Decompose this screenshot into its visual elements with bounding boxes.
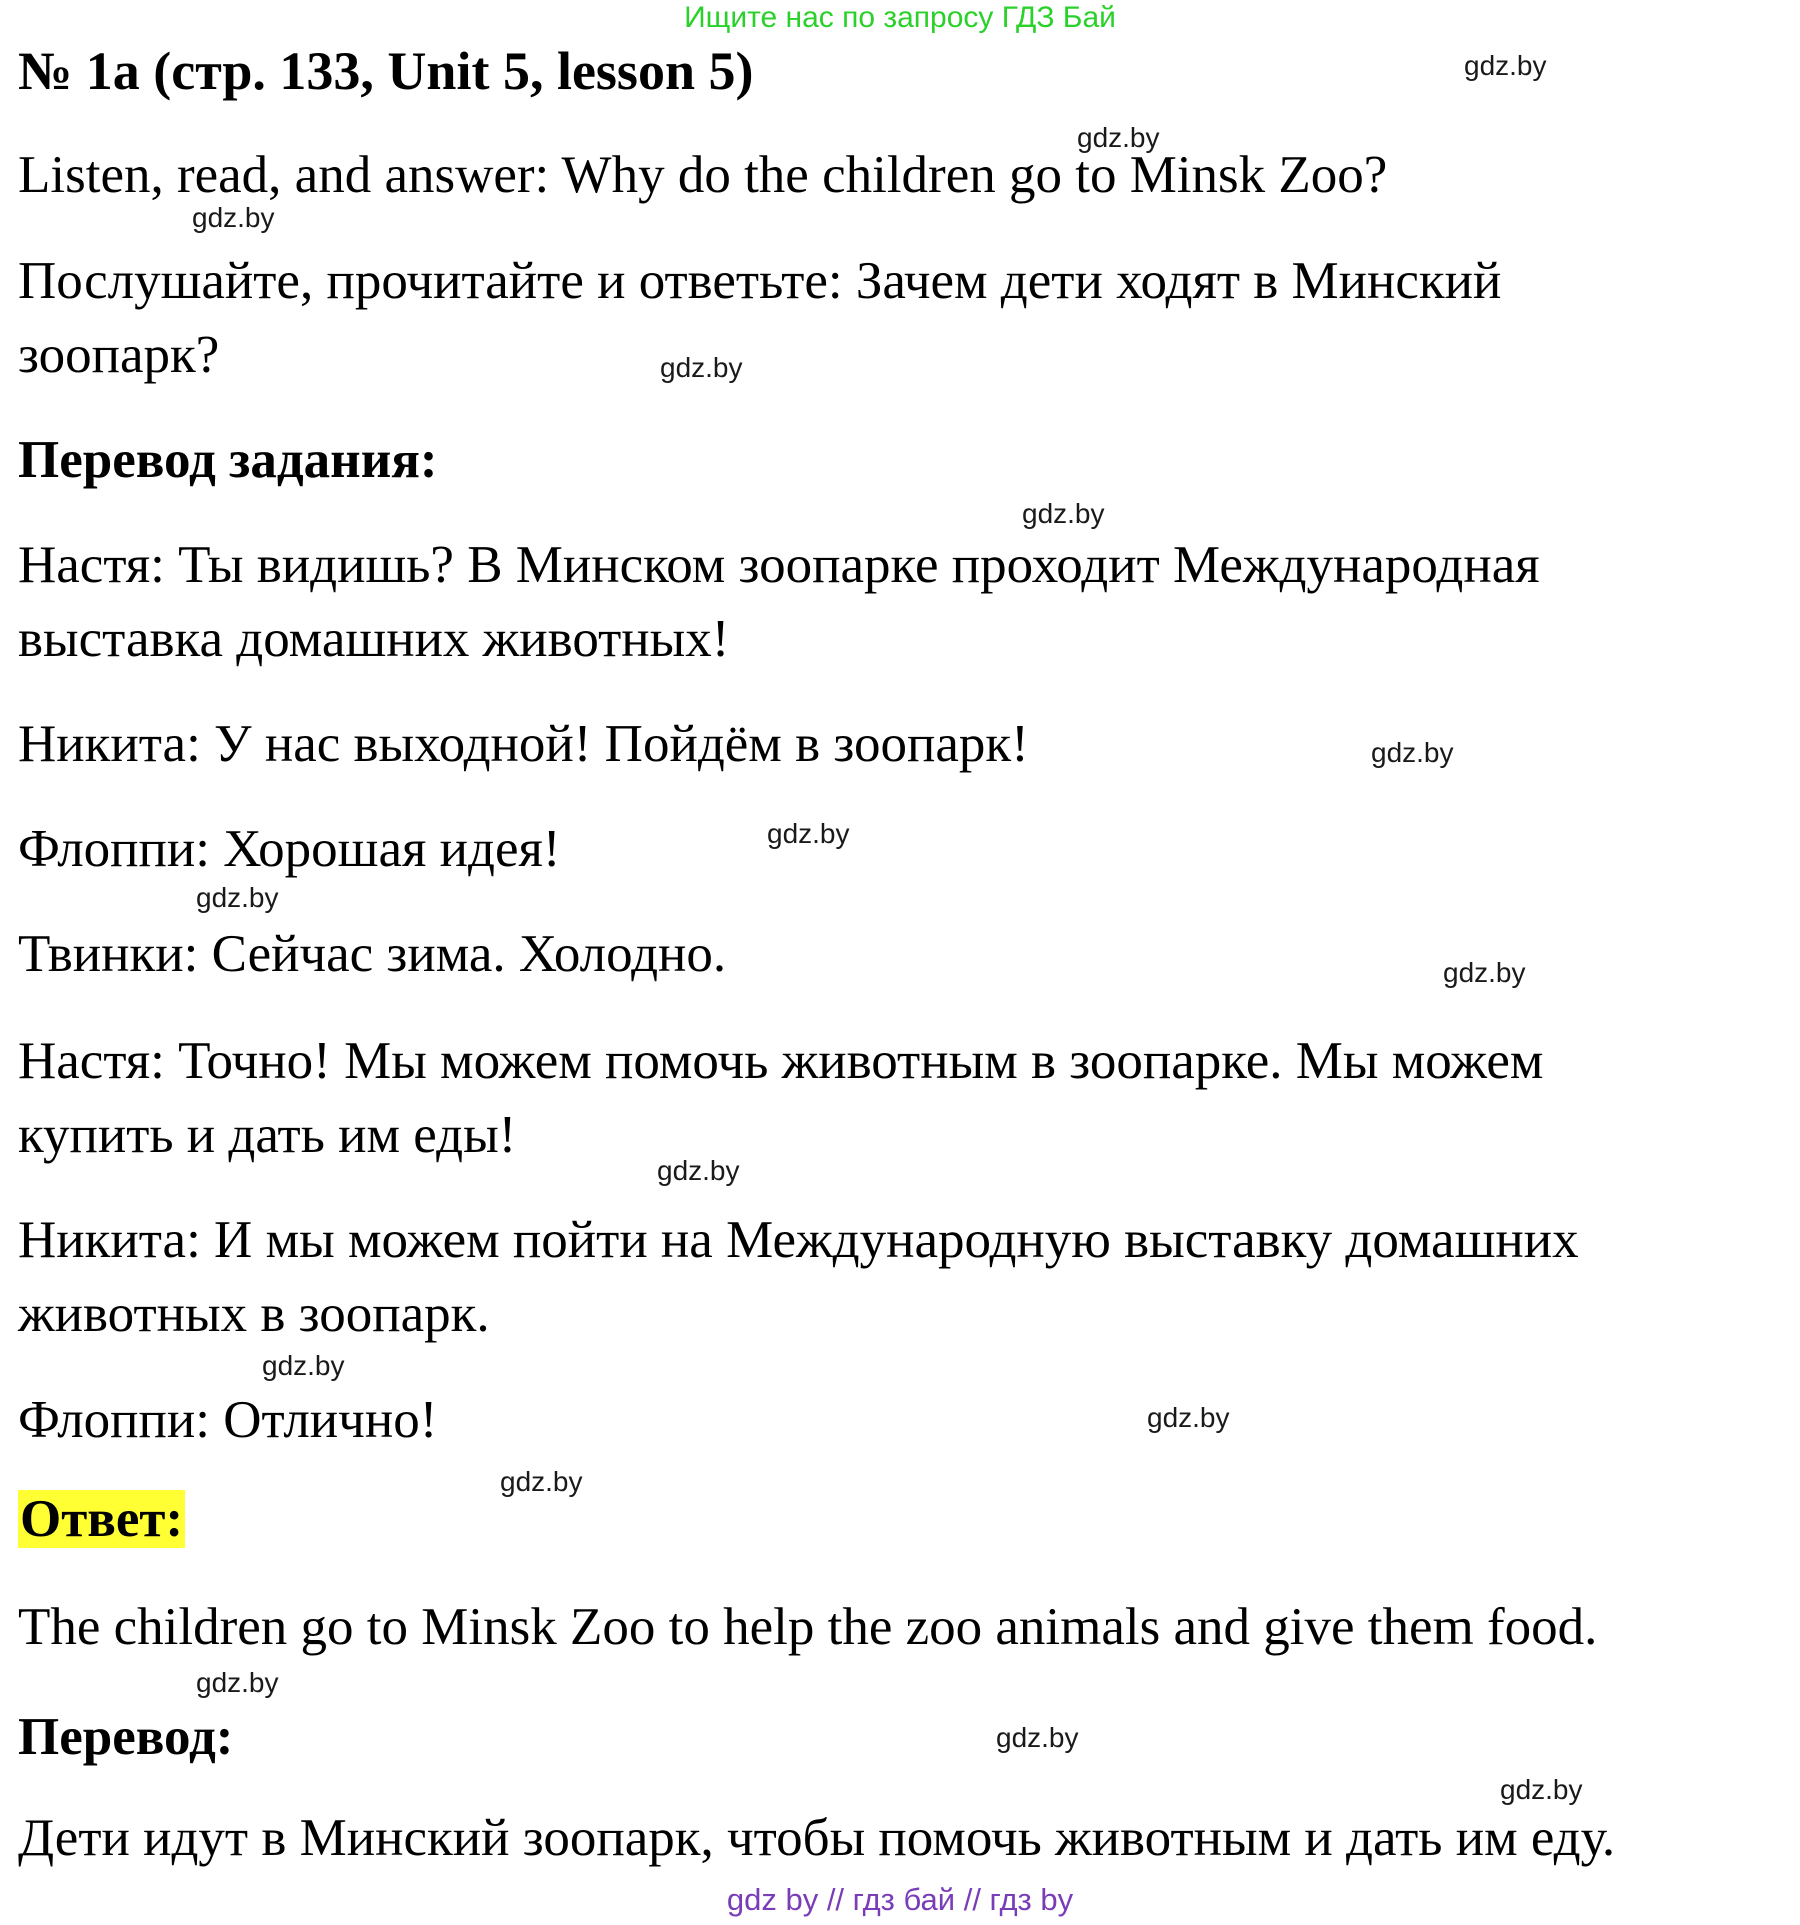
- watermark: gdz.by: [1500, 1774, 1583, 1805]
- watermark: gdz.by: [500, 1466, 583, 1497]
- watermark: gdz.by: [192, 202, 275, 233]
- dialogue-line-nikita-2a: Никита: И мы можем пойти на Международную выставку домашних: [18, 1211, 1579, 1269]
- answer-english: The children go to Minsk Zoo to help the zoo animals and give them food.: [18, 1598, 1598, 1656]
- watermark: gdz.by: [1464, 50, 1547, 81]
- dialogue-line-floppy-2: Флоппи: Отлично!: [18, 1391, 438, 1449]
- dialogue-line-floppy-1: Флоппи: Хорошая идея!: [18, 820, 561, 878]
- answer-heading-highlight: Ответ:: [20, 1490, 184, 1548]
- translation-heading: Перевод задания:: [18, 431, 438, 489]
- dialogue-line-nastya-2b: купить и дать им еды!: [18, 1106, 517, 1164]
- watermark: gdz.by: [660, 352, 743, 383]
- task-russian-line-1: Послушайте, прочитайте и ответьте: Зачем дети ходят в Минский: [18, 252, 1502, 310]
- search-banner-text: Ищите нас по запросу ГДЗ Бай: [684, 1, 1116, 34]
- task-russian-line-2: зоопарк?: [18, 326, 220, 384]
- answer-translation-heading: Перевод:: [18, 1708, 234, 1766]
- footer-links[interactable]: gdz by // гдз бай // гдз by: [726, 1882, 1074, 1917]
- answer-heading: [18, 1488, 185, 1550]
- watermark: gdz.by: [1147, 1402, 1230, 1433]
- watermark: gdz.by: [196, 1667, 279, 1698]
- answer-russian: Дети идут в Минский зоопарк, чтобы помочь животным и дать им еду.: [18, 1809, 1616, 1867]
- page-title: № 1а (стр. 133, Unit 5, lesson 5): [18, 41, 754, 101]
- watermark: gdz.by: [1077, 122, 1160, 153]
- watermark: gdz.by: [767, 818, 850, 849]
- search-banner[interactable]: [0, 0, 1800, 36]
- dialogue-line-nikita-1: Никита: У нас выходной! Пойдём в зоопарк!: [18, 715, 1029, 773]
- dialogue-line-nastya-1b: выставка домашних животных!: [18, 610, 730, 668]
- watermark: gdz.by: [996, 1722, 1079, 1753]
- dialogue-line-nikita-2b: животных в зоопарк.: [18, 1285, 490, 1343]
- dialogue-line-nastya-2a: Настя: Точно! Мы можем помочь животным в зоопарке. Мы можем: [18, 1032, 1544, 1090]
- watermark: gdz.by: [1371, 737, 1454, 768]
- watermark: gdz.by: [196, 882, 279, 913]
- watermark: gdz.by: [1443, 957, 1526, 988]
- watermark: gdz.by: [657, 1155, 740, 1186]
- watermark: gdz.by: [262, 1350, 345, 1381]
- task-english: Listen, read, and answer: Why do the children go to Minsk Zoo?: [18, 146, 1388, 204]
- dialogue-line-twinkie: Твинки: Сейчас зима. Холодно.: [18, 925, 727, 983]
- dialogue-line-nastya-1a: Настя: Ты видишь? В Минском зоопарке проходит Международная: [18, 536, 1540, 594]
- watermark: gdz.by: [1022, 498, 1105, 529]
